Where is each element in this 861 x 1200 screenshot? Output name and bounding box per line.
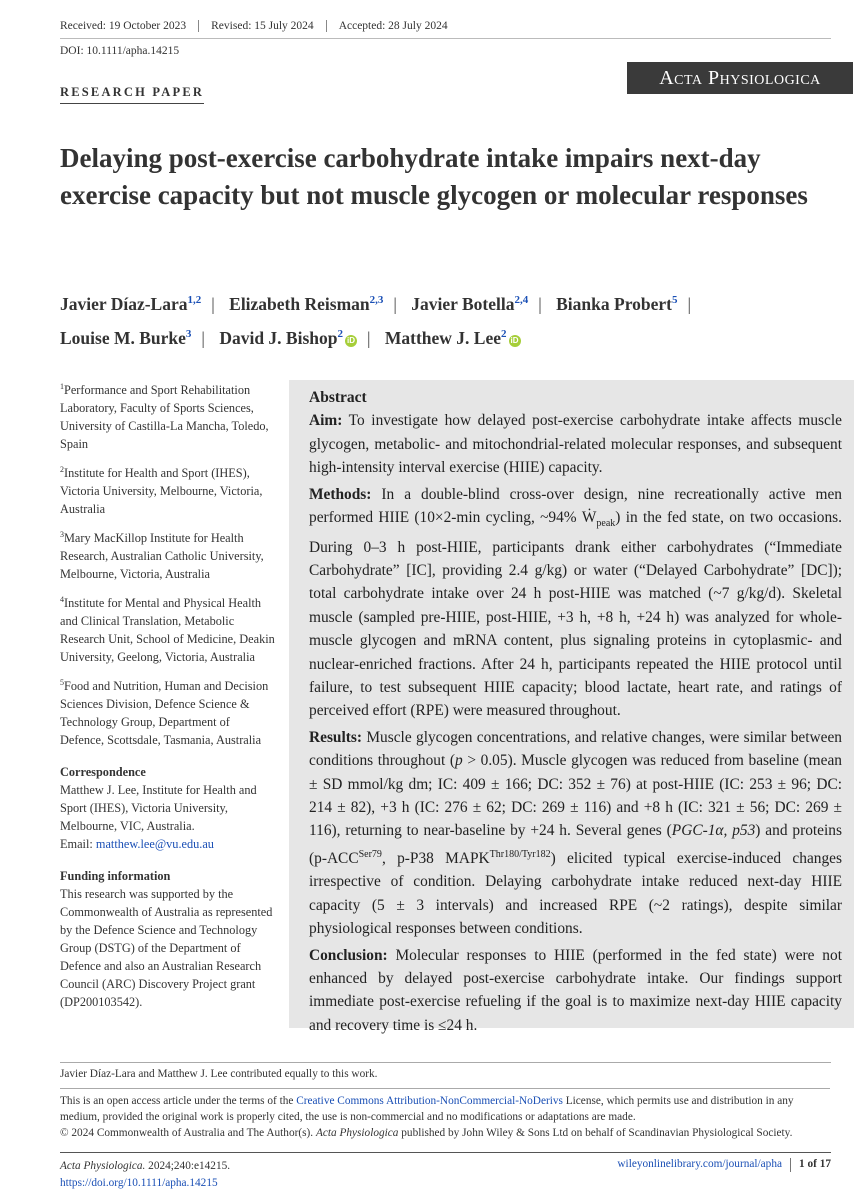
abstract-methods: Methods: In a double-blind cross-over design, nine recreationally active men performed HIIE (10×2-min cycling, ~94% Ẇ$_{peak}$) in the fed state, on two occasions. During 0–3 h post-HIIE, participants drank either carbohydrates (“Immediate Carbohydrate” [IC], providing 2.4 g/kg) or water (“Delayed Carbohydrate” [DC]); total carbohydrate intake over 24 h post-HIIE was matched (~7 g/kg/d). Skeletal muscle (sampled pre-HIIE, post-HIIE, +3 h, +8 h, +24 h) was analyzed for whole-muscle glycogen and mRNA content, plus signaling proteins in cytoplasmic- and nuclear-enriched fractions. After 24 h, participants repeated the HIIE protocol until failure, to test subsequent HIIE capacity; blood lactate, heart rate, and ratings of perceived effort (RPE) were measured throughout. — [309, 485, 842, 720]
copyright-line: © 2024 Commonwealth of Australia and The Author(s). Acta Physiologica published by John Wiley & Sons Ltd on behalf of Scandinavian Physiological Society. — [60, 1127, 793, 1139]
author[interactable]: Bianka Probert$^5$ — [556, 293, 678, 314]
journal-site-link[interactable]: wileyonlinelibrary.com/journal/apha — [617, 1158, 782, 1170]
paper-title: Delaying post-exercise carbohydrate intake impairs next-day exercise capacity but not muscle glycogen or molecular responses — [60, 143, 808, 210]
affiliation: $^4$Institute for Mental and Physical Health and Clinical Translation, Metabolic Research Unit, School of Medicine, Deakin University, Geelong, Victoria, Australia — [60, 595, 275, 665]
author-separator: | — [538, 293, 542, 314]
affiliation: $^1$Performance and Sport Rehabilitation Laboratory, Faculty of Sports Sciences, University of Castilla-La Mancha, Toledo, Spain — [60, 382, 269, 452]
author[interactable]: Matthew J. Lee$^2$iD — [384, 327, 519, 348]
author-separator: | — [211, 293, 215, 314]
accepted-date: Accepted: 28 July 2024 — [338, 20, 448, 32]
top-rule — [60, 38, 831, 39]
license-link[interactable]: Creative Commons Attribution-NonCommercial-NoDerivs — [296, 1095, 563, 1107]
author[interactable]: Javier Díaz-Lara$^{1,2}$ — [60, 293, 202, 314]
author-separator: | — [201, 327, 205, 348]
author[interactable]: Elizabeth Reisman$^{2,3}$ — [229, 293, 384, 314]
abstract-results: Results: Muscle glycogen concentrations, and relative changes, were similar between conditions throughout (p > 0.05). Muscle glycogen was reduced from baseline (mean ± SD mmol/kg dm; IC: 409 ± 166; DC: 352 ± 76) at post-HIIE (IC: 253 ± 96; DC: 214 ± 82), +3 h (IC: 276 ± 62; DC: 269 ± 116) and +8 h (IC: 321 ± 56; DC: 269 ± 116), returning to near-baseline by +24 h. Several genes (PGC-1α, p53) and proteins ($p-ACC^{Ser79}$, p-P38 $MAPK^{Thr180/Tyr182}$) elicited typical exercise-induced changes irrespective of condition. Delaying carbohydrate intake reduced next-day HIIE capacity (5 ± 3 intervals) and increased RPE (~2 ratings), despite similar physiological responses between conditions. — [309, 728, 843, 938]
abstract-box — [289, 380, 854, 1034]
author-list — [60, 285, 840, 353]
doi-header[interactable]: DOI: 10.1111/apha.14215 — [60, 45, 180, 57]
abstract-heading: Abstract — [309, 389, 367, 406]
author-separator: | — [393, 293, 397, 314]
funding-text: This research was supported by the Commonwealth of Australia as represented by the Defence Science and Technology Group (DSTG) of the Department of Defence and also an Australian Research Council (ARC) Discovery Project grant (DP200103542). — [60, 887, 273, 1010]
correspondence-heading: Correspondence — [60, 765, 146, 780]
author[interactable]: David J. Bishop$^2$iD — [219, 327, 355, 348]
footer-citation: Acta Physiologica. 2024;240:e14215. https://doi.org/10.1111/apha.14215 — [60, 1158, 230, 1192]
license-note: This is an open access article under the terms of the Creative Commons Attribution-NonCommercial-NoDerivs License, which permits use and distribution in any medium, provided the original work is properly cited, the use is non-commercial and no modifications or adaptations are made. © 2024 Commonwealth of Australia and The Author(s). Acta Physiologica published by John Wiley & Sons Ltd on behalf of Scandinavian Physiological Society. — [60, 1088, 830, 1141]
author-separator: | — [687, 293, 692, 314]
author[interactable]: Louise M. Burke$^3$ — [60, 327, 192, 348]
sidebar-info — [60, 378, 275, 1019]
affiliation: $^3$Mary MacKillop Institute for Health Research, Australian Catholic University, Melbourne, Victoria, Australia — [60, 530, 264, 582]
page-number: 1 of 17 — [798, 1158, 831, 1170]
orcid-icon[interactable]: iD — [346, 335, 355, 345]
abstract-aim: Aim: To investigate how delayed post-exercise carbohydrate intake affects muscle glycogen, metabolic- and mitochondrial-related molecular responses, and subsequent high-intensity interval exercise (HIIE) capacity. — [309, 412, 842, 477]
doi-link[interactable]: https://doi.org/10.1111/apha.14215 — [60, 1177, 218, 1189]
author[interactable]: Javier Botella$^{2,4}$ — [411, 293, 529, 314]
correspondence-text: Matthew J. Lee, Institute for Health and Sport (IHES), Victoria University, Melbourne, VIC, Australia. Email: matthew.lee@vu.edu.au — [60, 783, 257, 852]
article-dates — [60, 20, 460, 32]
abstract-conclusion: Conclusion: Molecular responses to HIIE (performed in the fed state) were not enhanced by delayed post-exercise carbohydrate intake. Our findings support immediate post-exercise refueling if the goal is to maximize next-day HIIE capacity and recovery time is ≤24 h. — [309, 946, 842, 1034]
footer-rule — [60, 1152, 831, 1153]
orcid-icon[interactable]: iD — [510, 335, 519, 345]
email-link[interactable]: matthew.lee@vu.edu.au — [95, 837, 214, 852]
affiliation: $^2$Institute for Health and Sport (IHES), Victoria University, Melbourne, Victoria, Australia — [60, 465, 263, 517]
received-date: Received: 19 October 2023 — [60, 20, 199, 32]
footer-separator — [790, 1158, 791, 1172]
journal-logo: Acta Physiologica — [627, 62, 853, 94]
equal-contribution-note: Javier Díaz-Lara and Matthew J. Lee contributed equally to this work. — [60, 1062, 831, 1080]
affiliation: $^5$Food and Nutrition, Human and Decision Sciences Division, Defence Science & Technology Group, Department of Defence, Scottsdale, Tasmania, Australia — [60, 678, 269, 748]
funding-heading: Funding information — [60, 869, 171, 884]
author-separator: | — [366, 327, 371, 348]
article-type: RESEARCH PAPER — [60, 85, 204, 104]
revised-date: Revised: 15 July 2024 — [199, 20, 327, 32]
footer-right — [617, 1158, 831, 1172]
